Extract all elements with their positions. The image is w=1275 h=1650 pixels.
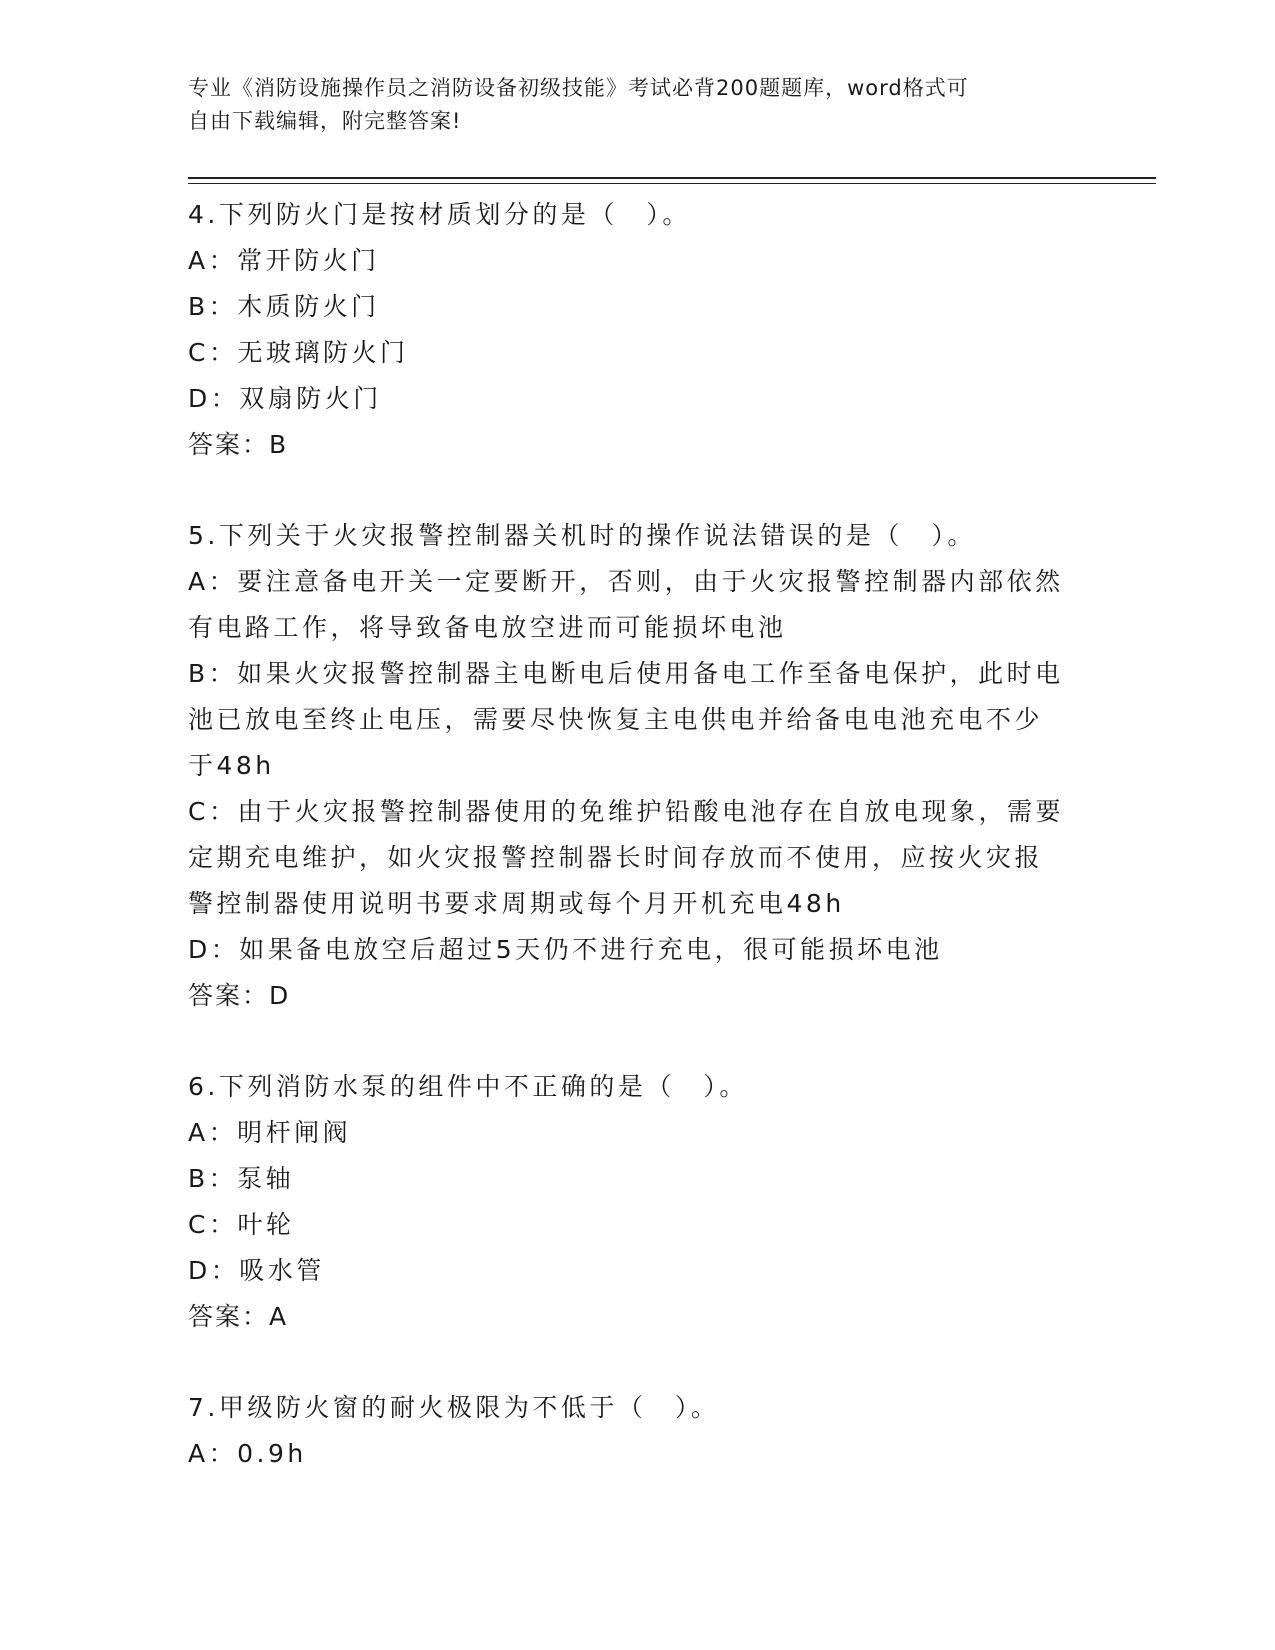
- option-d: D：吸水管: [188, 1256, 325, 1285]
- answer-line: 答案：B: [188, 430, 289, 459]
- question-7: [188, 1385, 1088, 1477]
- option-c: C：叶轮: [188, 1210, 295, 1239]
- option-a-line-1: A：要注意备电开关一定要断开，否则，由于火灾报警控制器内部依然: [188, 567, 1064, 596]
- option-a: A：0.9h: [188, 1439, 307, 1468]
- question-stem: 5.下列关于火灾报警控制器关机时的操作说法错误的是（ ）。: [188, 521, 976, 550]
- option-a: A：常开防火门: [188, 246, 380, 275]
- option-b: B：泵轴: [188, 1164, 295, 1193]
- option-a-line-2: 有电路工作，将导致备电放空进而可能损坏电池: [188, 613, 787, 642]
- document-header: [188, 72, 1078, 138]
- option-c-line-2: 定期充电维护，如火灾报警控制器长时间存放而不使用，应按火灾报: [188, 843, 1044, 872]
- option-b-line-3: 于48h: [188, 751, 275, 780]
- option-b: B：木质防火门: [188, 292, 380, 321]
- question-list: [188, 192, 1088, 1522]
- option-b-line-1: B：如果火灾报警控制器主电断电后使用备电工作至备电保护，此时电: [188, 659, 1064, 688]
- question-stem: 7.甲级防火窗的耐火极限为不低于（ ）。: [188, 1393, 720, 1422]
- answer-line: 答案：D: [188, 981, 291, 1010]
- option-d: D：如果备电放空后超过5天仍不进行充电，很可能损坏电池: [188, 935, 943, 964]
- header-divider-thick: [188, 177, 1156, 179]
- question-4: [188, 192, 1088, 468]
- option-a: A：明杆闸阀: [188, 1118, 352, 1147]
- header-line-2: 自由下载编辑，附完整答案!: [188, 109, 462, 133]
- option-c-line-3: 警控制器使用说明书要求周期或每个月开机充电48h: [188, 889, 845, 918]
- answer-line: 答案：A: [188, 1302, 289, 1331]
- header-divider-thin: [188, 183, 1156, 184]
- option-c-line-1: C：由于火灾报警控制器使用的免维护铅酸电池存在自放电现象，需要: [188, 797, 1064, 826]
- question-stem: 6.下列消防水泵的组件中不正确的是（ ）。: [188, 1072, 748, 1101]
- header-line-1: 专业《消防设施操作员之消防设备初级技能》考试必背200题题库，word格式可: [188, 76, 969, 100]
- option-d: D：双扇防火门: [188, 384, 382, 413]
- question-5: [188, 513, 1088, 1019]
- question-stem: 4.下列防火门是按材质划分的是（ ）。: [188, 200, 691, 229]
- option-c: C：无玻璃防火门: [188, 338, 409, 367]
- option-b-line-2: 池已放电至终止电压，需要尽快恢复主电供电并给备电电池充电不少: [188, 705, 1044, 734]
- question-6: [188, 1064, 1088, 1340]
